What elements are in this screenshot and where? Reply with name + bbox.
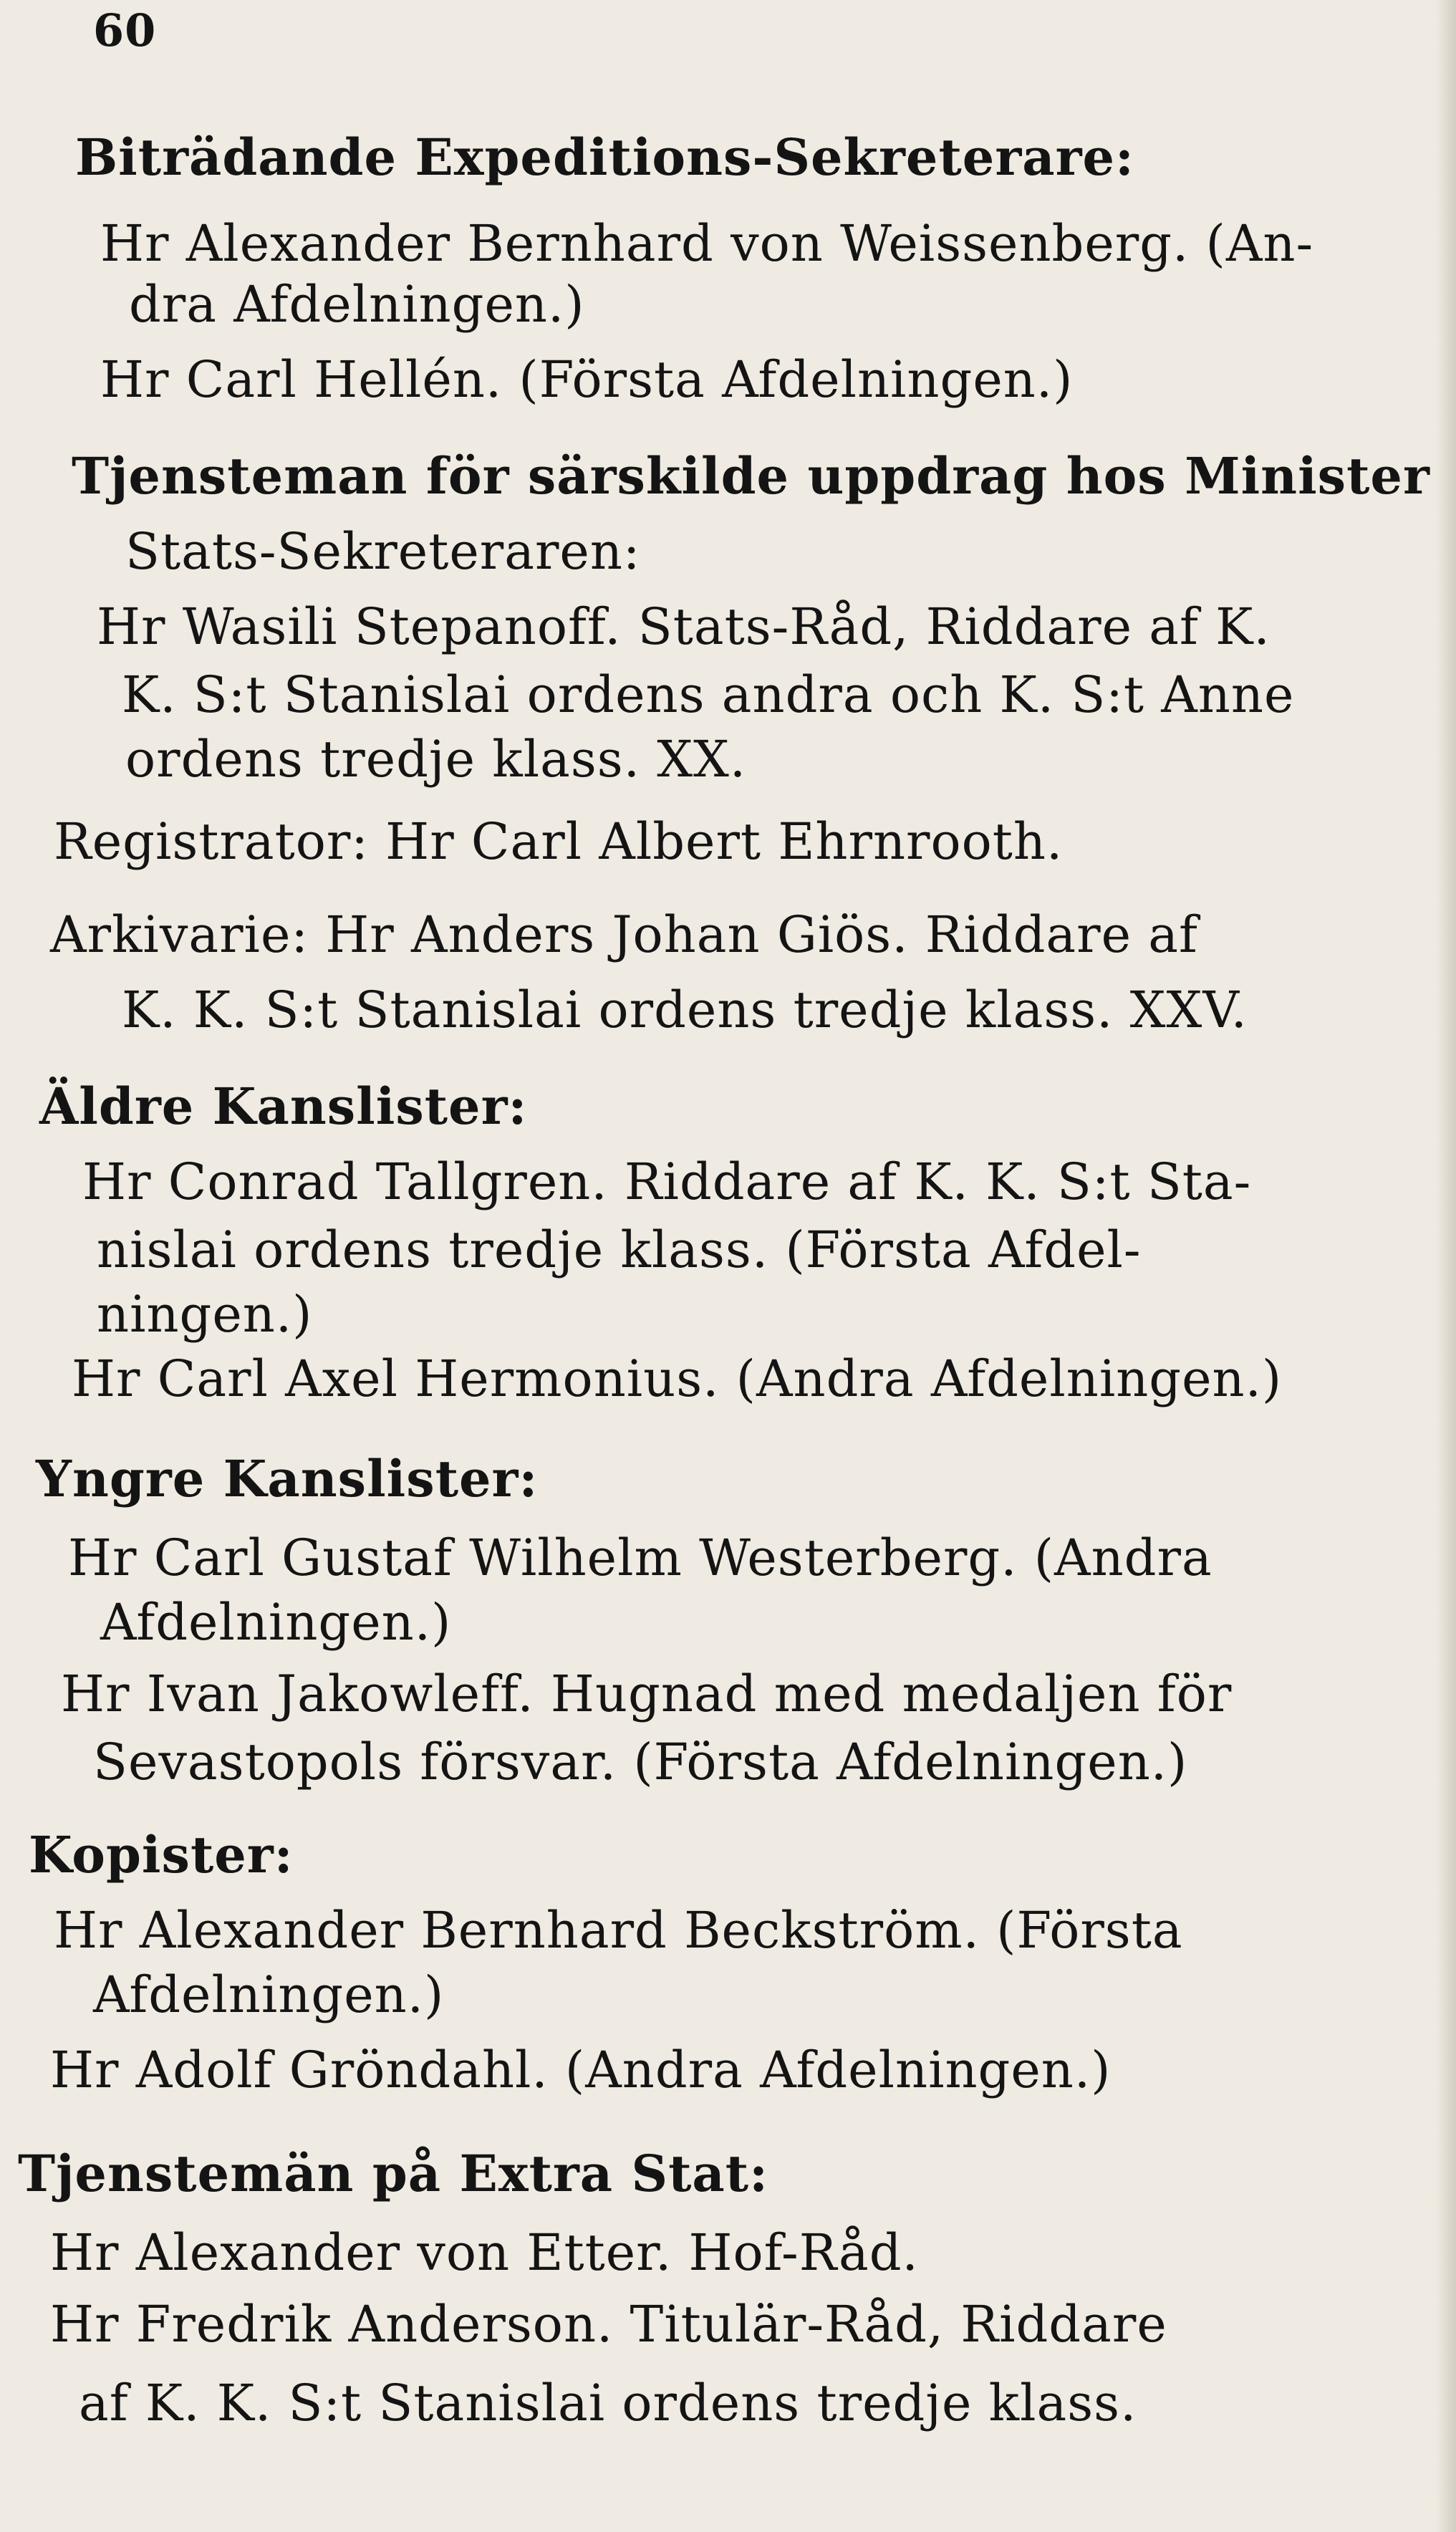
text-line: Hr Alexander von Etter. Hof-Råd.	[50, 2223, 919, 2282]
text-line: Sevastopols försvar. (Första Afdelningen.)	[93, 1733, 1188, 1791]
text-line: Afdelningen.)	[93, 1965, 445, 2024]
text-line: Hr Conrad Tallgren. Riddare af K. K. S:t Sta-	[82, 1152, 1252, 1211]
heading-bitradande: Biträdande Expeditions-Sekreterare:	[75, 127, 1134, 187]
text-line: Hr Wasili Stepanoff. Stats-Råd, Riddare af K.	[97, 597, 1271, 656]
heading-extra-stat: Tjenstemän på Extra Stat:	[18, 2144, 768, 2203]
text-line: Stats-Sekreteraren:	[125, 522, 641, 581]
text-line: ordens tredje klass. XX.	[125, 730, 747, 789]
text-line: Hr Ivan Jakowleff. Hugnad med medaljen för	[61, 1665, 1233, 1723]
heading-aldre-kanslister: Äldre Kanslister:	[39, 1077, 528, 1136]
text-line: Hr Carl Axel Hermonius. (Andra Afdelningen.)	[72, 1349, 1283, 1408]
text-line: Hr Adolf Gröndahl. (Andra Afdelningen.)	[50, 2041, 1112, 2099]
text-line: dra Afdelningen.)	[129, 275, 585, 334]
heading-yngre-kanslister: Yngre Kanslister:	[36, 1449, 539, 1508]
text-line: K. K. S:t Stanislai ordens tredje klass. XXV.	[122, 981, 1248, 1039]
text-line: af K. K. S:t Stanislai ordens tredje klass.	[79, 2374, 1137, 2432]
page-edge-shadow	[1436, 0, 1456, 2532]
text-line: K. S:t Stanislai ordens andra och K. S:t Anne	[122, 665, 1295, 724]
text-line: Hr Fredrik Anderson. Titulär-Råd, Riddare	[50, 2295, 1167, 2354]
text-line: ningen.)	[97, 1285, 313, 1344]
text-line: Hr Alexander Bernhard von Weissenberg. (An-	[100, 214, 1314, 273]
page-number: 60	[93, 4, 157, 57]
text-line: Hr Alexander Bernhard Beckström. (Första	[54, 1901, 1183, 1960]
heading-tjensteman: Tjensteman för särskilde uppdrag hos Minister	[72, 446, 1430, 506]
text-line: Hr Carl Hellén. (Första Afdelningen.)	[100, 350, 1074, 409]
arkivarie-line: Arkivarie: Hr Anders Johan Giös. Riddare af	[50, 905, 1198, 964]
registrator-line: Registrator: Hr Carl Albert Ehrnrooth.	[54, 812, 1064, 871]
text-line: Afdelningen.)	[100, 1593, 452, 1652]
text-line: Hr Carl Gustaf Wilhelm Westerberg. (Andra	[68, 1529, 1212, 1587]
heading-kopister: Kopister:	[29, 1825, 294, 1884]
text-line: nislai ordens tredje klass. (Första Afdel-	[97, 1221, 1142, 1279]
